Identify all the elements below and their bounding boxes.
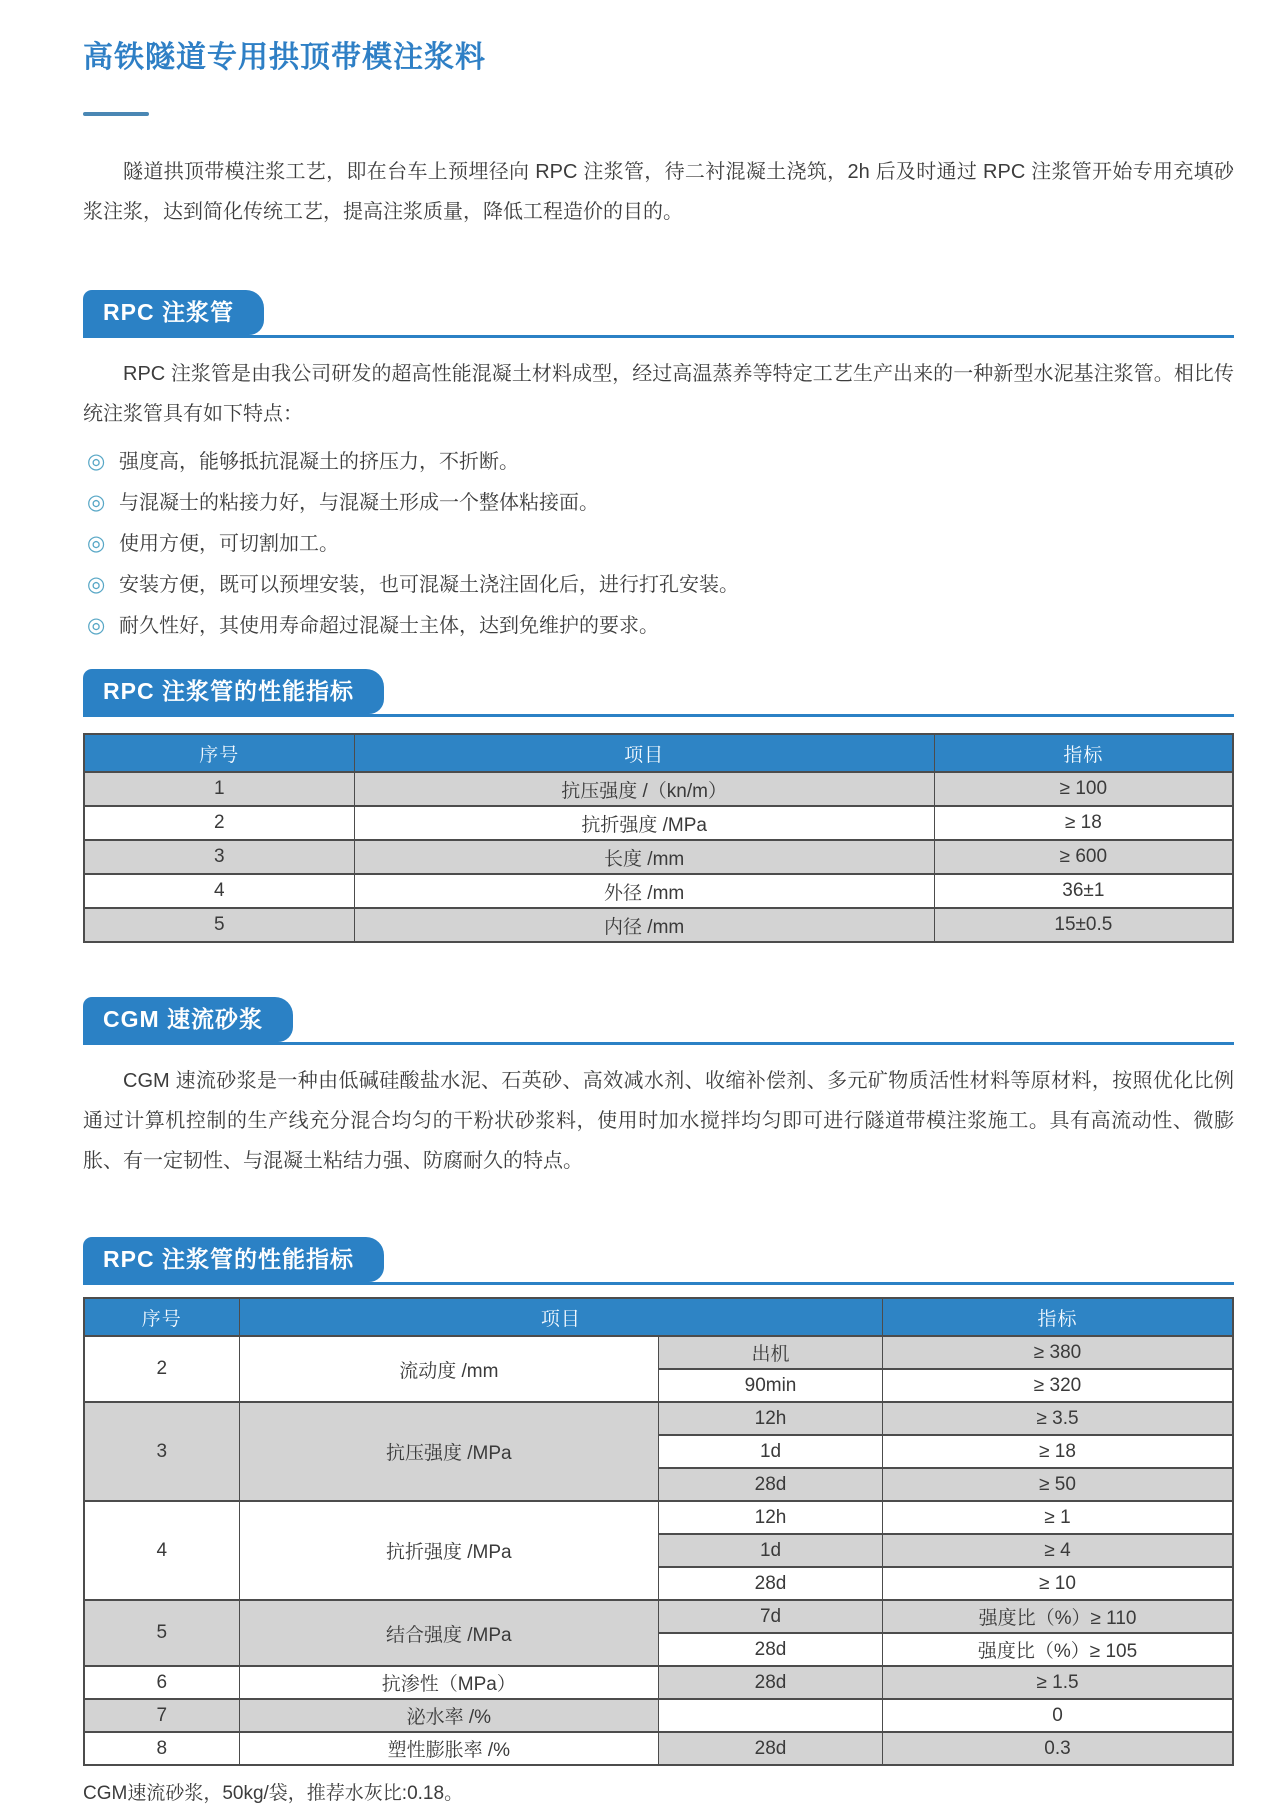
- title-underline-dash: [83, 112, 149, 116]
- section-tab-rpc-specs: RPC 注浆管的性能指标: [83, 669, 384, 714]
- list-item: [83, 613, 1234, 639]
- list-item: [83, 572, 1234, 598]
- cell-value: 0: [883, 1699, 1233, 1732]
- table-row: [84, 772, 1233, 806]
- column-header-no: 序号: [84, 1298, 239, 1336]
- cell-value: ≥ 10: [883, 1567, 1233, 1600]
- cgm-specs-table: [83, 1297, 1234, 1766]
- footnote: CGM速流砂浆，50kg/袋，推荐水灰比:0.18。: [83, 1783, 464, 1804]
- column-header-index: 指标: [883, 1298, 1233, 1336]
- cell-time: 12h: [658, 1501, 882, 1534]
- cell-value: ≥ 1.5: [883, 1666, 1233, 1699]
- column-header-index: 指标: [934, 734, 1233, 772]
- section-header-rpc-specs: [83, 669, 1234, 717]
- table-row: [84, 1699, 1233, 1732]
- cell-value: 强度比（%）≥ 110: [883, 1600, 1233, 1633]
- cell-no: 6: [84, 1666, 239, 1699]
- bullet-text: 使用方便，可切割加工。: [119, 533, 339, 555]
- cell-time: 90min: [658, 1369, 882, 1402]
- cell-time: 1d: [658, 1435, 882, 1468]
- column-header-no: 序号: [84, 734, 354, 772]
- cell-item: 塑性膨胀率 /%: [239, 1732, 658, 1765]
- table-row: [84, 1336, 1233, 1369]
- cell-no: 4: [84, 874, 354, 908]
- rpc-feature-list: [83, 449, 1234, 639]
- cell-time: 1d: [658, 1534, 882, 1567]
- cell-item: 抗渗性（MPa）: [239, 1666, 658, 1699]
- cell-time: 28d: [658, 1468, 882, 1501]
- bullet-text: 强度高，能够抵抗混凝土的挤压力，不折断。: [119, 451, 519, 473]
- cell-time: 28d: [658, 1567, 882, 1600]
- table-header-row: [84, 1298, 1233, 1336]
- cell-no: 4: [84, 1501, 239, 1600]
- bullet-icon: ◎: [87, 573, 106, 596]
- cell-time: 7d: [658, 1600, 882, 1633]
- table-row: [84, 908, 1233, 942]
- cell-value: ≥ 4: [883, 1534, 1233, 1567]
- cell-no: 2: [84, 1336, 239, 1402]
- cell-no: 8: [84, 1732, 239, 1765]
- cell-value: 0.3: [883, 1732, 1233, 1765]
- table-row: [84, 840, 1233, 874]
- bullet-icon: ◎: [87, 532, 106, 555]
- table-row: [84, 806, 1233, 840]
- cell-item: 抗压强度 /MPa: [239, 1402, 658, 1501]
- cell-value: ≥ 380: [883, 1336, 1233, 1369]
- cell-value: 15±0.5: [934, 908, 1233, 942]
- cell-value: ≥ 1: [883, 1501, 1233, 1534]
- table-row: [84, 1501, 1233, 1534]
- cell-no: 3: [84, 840, 354, 874]
- cell-item: 流动度 /mm: [239, 1336, 658, 1402]
- section-tab-rpc-pipe: RPC 注浆管: [83, 290, 264, 335]
- section-header-rpc-pipe: [83, 290, 1234, 338]
- cell-no: 7: [84, 1699, 239, 1732]
- cell-value: ≥ 600: [934, 840, 1233, 874]
- cgm-specs-table-wrap: [83, 1297, 1234, 1766]
- rpc-pipe-paragraph: RPC 注浆管是由我公司研发的超高性能混凝土材料成型，经过高温蒸养等特定工艺生产出来的一种新型水泥基注浆管。相比传统注浆管具有如下特点：: [83, 363, 1234, 425]
- cell-value: ≥ 18: [934, 806, 1233, 840]
- bullet-text: 耐久性好，其使用寿命超过混凝士主体，达到免维护的要求。: [119, 615, 659, 637]
- cell-value: ≥ 3.5: [883, 1402, 1233, 1435]
- cgm-paragraph: CGM 速流砂浆是一种由低碱硅酸盐水泥、石英砂、高效减水剂、收缩补偿剂、多元矿物质活性材料等原材料，按照优化比例通过计算机控制的生产线充分混合均匀的干粉状砂浆料，使用时加水搅拌均匀即可进行隧道带模注浆施工。具有高流动性、微膨胀、有一定韧性、与混凝土粘结力强、防腐耐久的特点。: [83, 1070, 1234, 1172]
- cell-value: ≥ 320: [883, 1369, 1233, 1402]
- section-header-cgm: [83, 997, 1234, 1045]
- section-tab-cgm-specs: RPC 注浆管的性能指标: [83, 1237, 384, 1282]
- table-row: [84, 874, 1233, 908]
- cell-value: 强度比（%）≥ 105: [883, 1633, 1233, 1666]
- cell-no: 3: [84, 1402, 239, 1501]
- cell-time: 出机: [658, 1336, 882, 1369]
- cell-no: 5: [84, 1600, 239, 1666]
- cell-time: [658, 1699, 882, 1732]
- column-header-item: 项目: [239, 1298, 882, 1336]
- cell-item: 泌水率 /%: [239, 1699, 658, 1732]
- cell-item: 内径 /mm: [354, 908, 934, 942]
- table-row: [84, 1732, 1233, 1765]
- cell-item: 结合强度 /MPa: [239, 1600, 658, 1666]
- cell-time: 28d: [658, 1633, 882, 1666]
- list-item: [83, 531, 1234, 557]
- table-row: [84, 1666, 1233, 1699]
- page-title: 高铁隧道专用拱顶带模注浆料: [83, 41, 486, 74]
- section-header-cgm-specs: [83, 1237, 1234, 1285]
- section-tab-cgm: CGM 速流砂浆: [83, 997, 293, 1042]
- cell-no: 5: [84, 908, 354, 942]
- cell-value: 36±1: [934, 874, 1233, 908]
- table-header-row: [84, 734, 1233, 772]
- bullet-text: 安装方便，既可以预埋安装，也可混凝土浇注固化后，进行打孔安装。: [119, 574, 739, 596]
- cell-item: 抗折强度 /MPa: [239, 1501, 658, 1600]
- cell-time: 28d: [658, 1732, 882, 1765]
- cell-time: 12h: [658, 1402, 882, 1435]
- bullet-text: 与混凝士的粘接力好，与混凝土形成一个整体粘接面。: [119, 492, 599, 514]
- cell-no: 1: [84, 772, 354, 806]
- bullet-icon: ◎: [87, 450, 106, 473]
- cell-value: ≥ 100: [934, 772, 1233, 806]
- bullet-icon: ◎: [87, 491, 106, 514]
- cell-value: ≥ 18: [883, 1435, 1233, 1468]
- cell-no: 2: [84, 806, 354, 840]
- cell-value: ≥ 50: [883, 1468, 1233, 1501]
- bullet-icon: ◎: [87, 614, 106, 637]
- list-item: [83, 449, 1234, 475]
- cell-item: 抗压强度 /（kn/m）: [354, 772, 934, 806]
- cell-item: 外径 /mm: [354, 874, 934, 908]
- column-header-item: 项目: [354, 734, 934, 772]
- cell-time: 28d: [658, 1666, 882, 1699]
- table-row: [84, 1402, 1233, 1435]
- rpc-specs-table-wrap: [83, 733, 1234, 943]
- intro-paragraph: 隧道拱顶带模注浆工艺，即在台车上预埋径向 RPC 注浆管，待二衬混凝土浇筑，2h 后及时通过 RPC 注浆管开始专用充填砂浆注浆，达到简化传统工艺，提高注浆质量，降低工程造价的目的。: [83, 161, 1234, 223]
- cell-item: 长度 /mm: [354, 840, 934, 874]
- cell-item: 抗折强度 /MPa: [354, 806, 934, 840]
- rpc-specs-table: [83, 733, 1234, 943]
- list-item: [83, 490, 1234, 516]
- table-row: [84, 1600, 1233, 1633]
